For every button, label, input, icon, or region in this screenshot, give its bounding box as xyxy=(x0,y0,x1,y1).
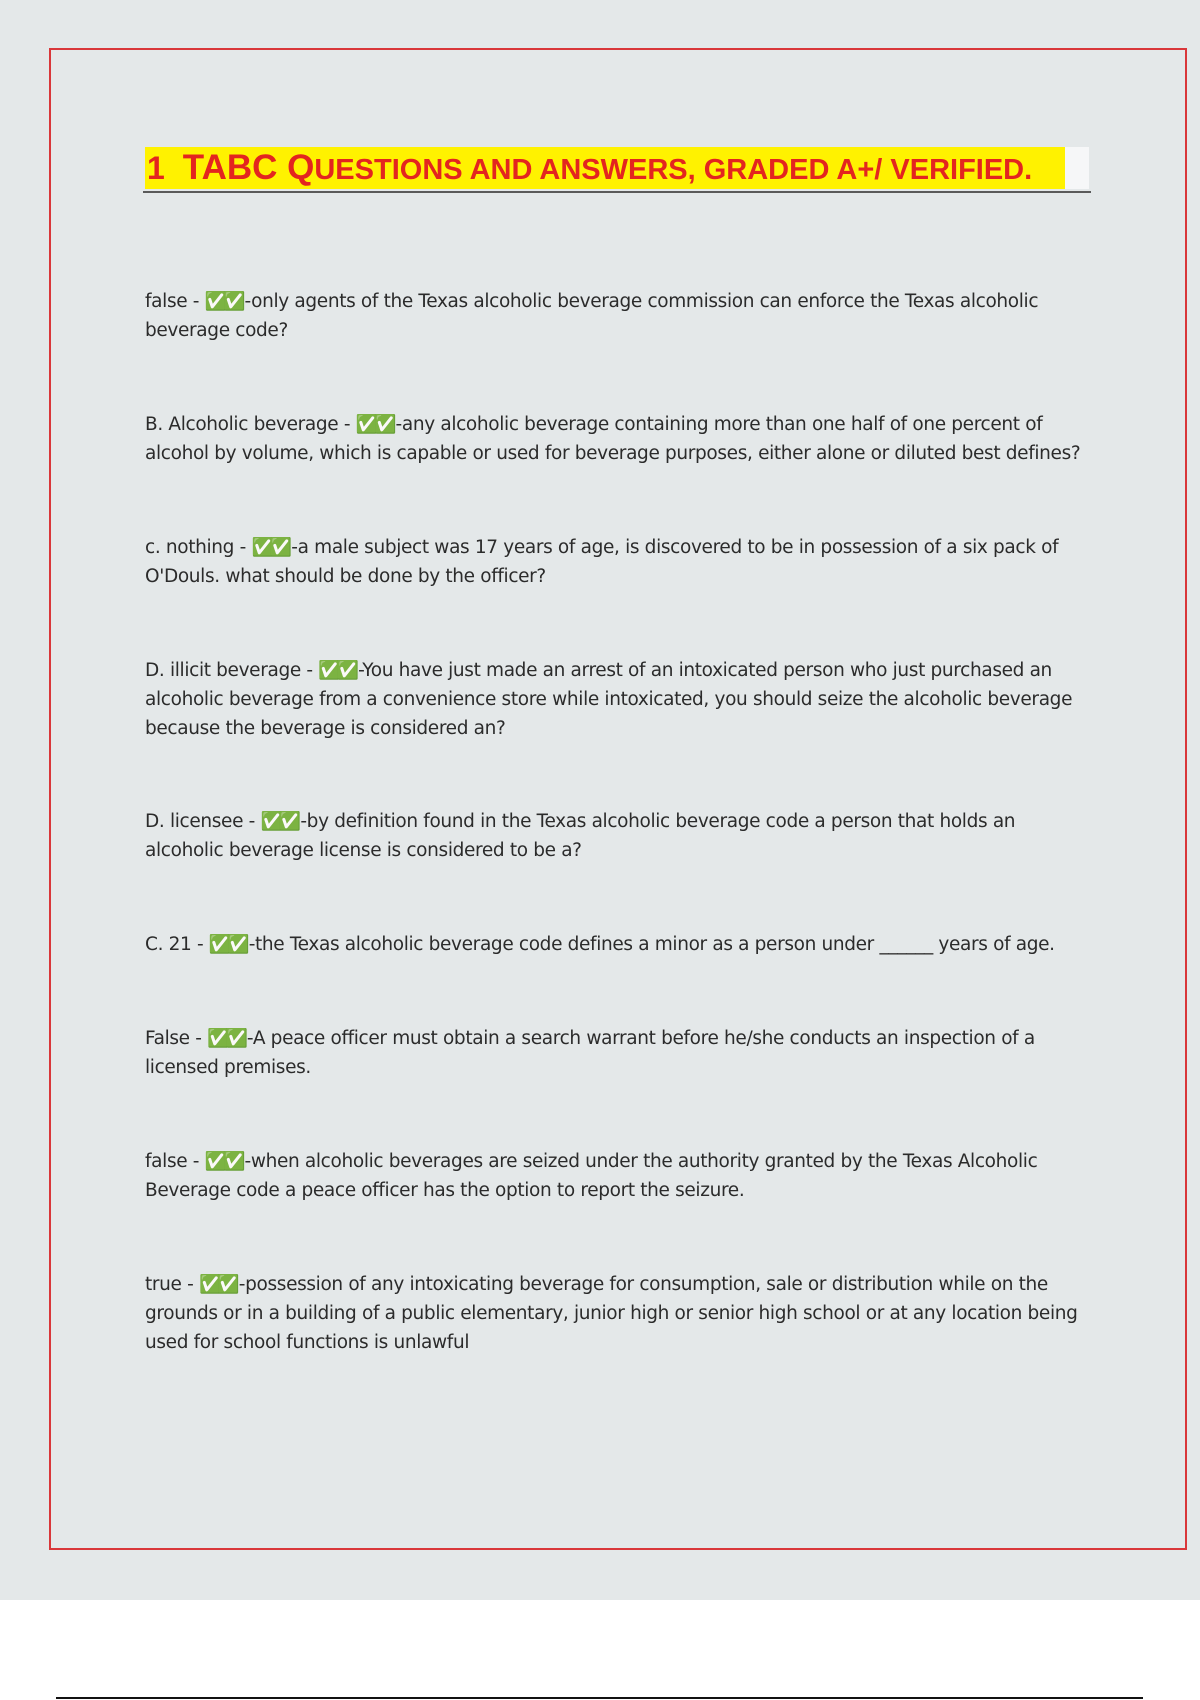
qa-item-5: D. licensee - ✅✅ -by definition found in the Texas alcoholic beverage code a person that holds an alcoholic beverage license is considered to be a? xyxy=(145,811,1016,861)
title-rest: UESTIONS AND ANSWERS, GRADED A+/ VERIFIED. xyxy=(314,154,1033,186)
question-text: by definition found in the Texas alcoholic beverage code a person that holds an alcoholic beverage license is considered to be a? xyxy=(145,811,1016,861)
double-check-icon: ✅✅ xyxy=(198,1274,236,1295)
qa-item-8: false - ✅✅ -when alcoholic beverages are seized under the authority granted by the Texas Alcoholic Beverage code a peace officer has the option to report the seizure. xyxy=(145,1151,1038,1201)
qa-item-4: D. illicit beverage - ✅✅ -You have just made an arrest of an intoxicated person who just purchased an alcoholic beverage from a convenience store while intoxicated, you should seize the alcoholic beverage because the beverage is considered an? xyxy=(145,660,1073,739)
title-block xyxy=(143,143,1091,193)
question-text: when alcoholic beverages are seized under the authority granted by the Texas Alcoholic Beverage code a peace officer has the option to report the seizure. xyxy=(145,1151,1038,1201)
double-check-icon: ✅✅ xyxy=(318,660,356,681)
qa-item-3: c. nothing - ✅✅ -a male subject was 17 years of age, is discovered to be in possession of a six pack of O'Douls. what should be done by the officer? xyxy=(145,537,1059,587)
qa-item-9: true - ✅✅ -possession of any intoxicating beverage for consumption, sale or distribution while on the grounds or in a building of a public elementary, junior high or senior high school or at any location being used for school functions is unlawful xyxy=(145,1274,1078,1353)
double-check-icon: ✅✅ xyxy=(204,291,242,312)
question-text: You have just made an arrest of an intoxicated person who just purchased an alcoholic beverage from a convenience store while intoxicated, you should seize the alcoholic beverage because the beverage is considered an? xyxy=(145,660,1073,739)
title-lead: TABC Q xyxy=(182,148,315,187)
answer-text: B. Alcoholic beverage xyxy=(145,414,339,435)
footer-rule xyxy=(56,1697,1143,1699)
title-highlight-tail xyxy=(1065,147,1089,189)
answer-text: true xyxy=(145,1274,182,1295)
answer-text: D. licensee xyxy=(145,811,244,832)
double-check-icon: ✅✅ xyxy=(208,934,246,955)
qa-item-6: C. 21 - ✅✅ -the Texas alcoholic beverage code defines a minor as a person under ______ years of age. xyxy=(145,934,1055,955)
question-text: A peace officer must obtain a search warrant before he/she conducts an inspection of a licensed premises. xyxy=(145,1028,1035,1078)
answer-text: false xyxy=(145,291,188,312)
double-check-icon: ✅✅ xyxy=(204,1151,242,1172)
qa-item-1: false - ✅✅ -only agents of the Texas alcoholic beverage commission can enforce the Texas alcoholic beverage code? xyxy=(145,291,1039,341)
double-check-icon: ✅✅ xyxy=(207,1028,244,1049)
title-number: 1 xyxy=(147,150,165,186)
question-text: possession of any intoxicating beverage for consumption, sale or distribution while on the grounds or in a building of a public elementary, junior high or senior high school or at any location being used for school functions is unlawful xyxy=(145,1274,1078,1353)
double-check-icon: ✅✅ xyxy=(260,811,298,832)
question-text: the Texas alcoholic beverage code defines a minor as a person under ______ years of age. xyxy=(255,934,1055,955)
answer-text: False xyxy=(145,1028,190,1049)
answer-text: false xyxy=(145,1151,188,1172)
answer-text: c. nothing xyxy=(145,537,235,558)
question-text: only agents of the Texas alcoholic beverage commission can enforce the Texas alcoholic beverage code? xyxy=(145,291,1039,341)
double-check-icon: ✅✅ xyxy=(355,414,393,435)
qa-item-7: False - ✅✅ -A peace officer must obtain a search warrant before he/she conducts an inspection of a licensed premises. xyxy=(145,1028,1035,1078)
document-title xyxy=(145,147,1065,189)
double-check-icon: ✅✅ xyxy=(251,537,289,558)
answer-text: C. 21 xyxy=(145,934,192,955)
question-text: any alcoholic beverage containing more than one half of one percent of alcohol by volume, which is capable or used for beverage purposes, either alone or diluted best defines? xyxy=(145,414,1081,464)
qa-item-2: B. Alcoholic beverage - ✅✅ -any alcoholic beverage containing more than one half of one percent of alcohol by volume, which is capable or used for beverage purposes, either alone or diluted best defines? xyxy=(145,414,1081,464)
question-text: a male subject was 17 years of age, is discovered to be in possession of a six pack of O'Douls. what should be done by the officer? xyxy=(145,537,1059,587)
answer-text: D. illicit beverage xyxy=(145,660,301,681)
